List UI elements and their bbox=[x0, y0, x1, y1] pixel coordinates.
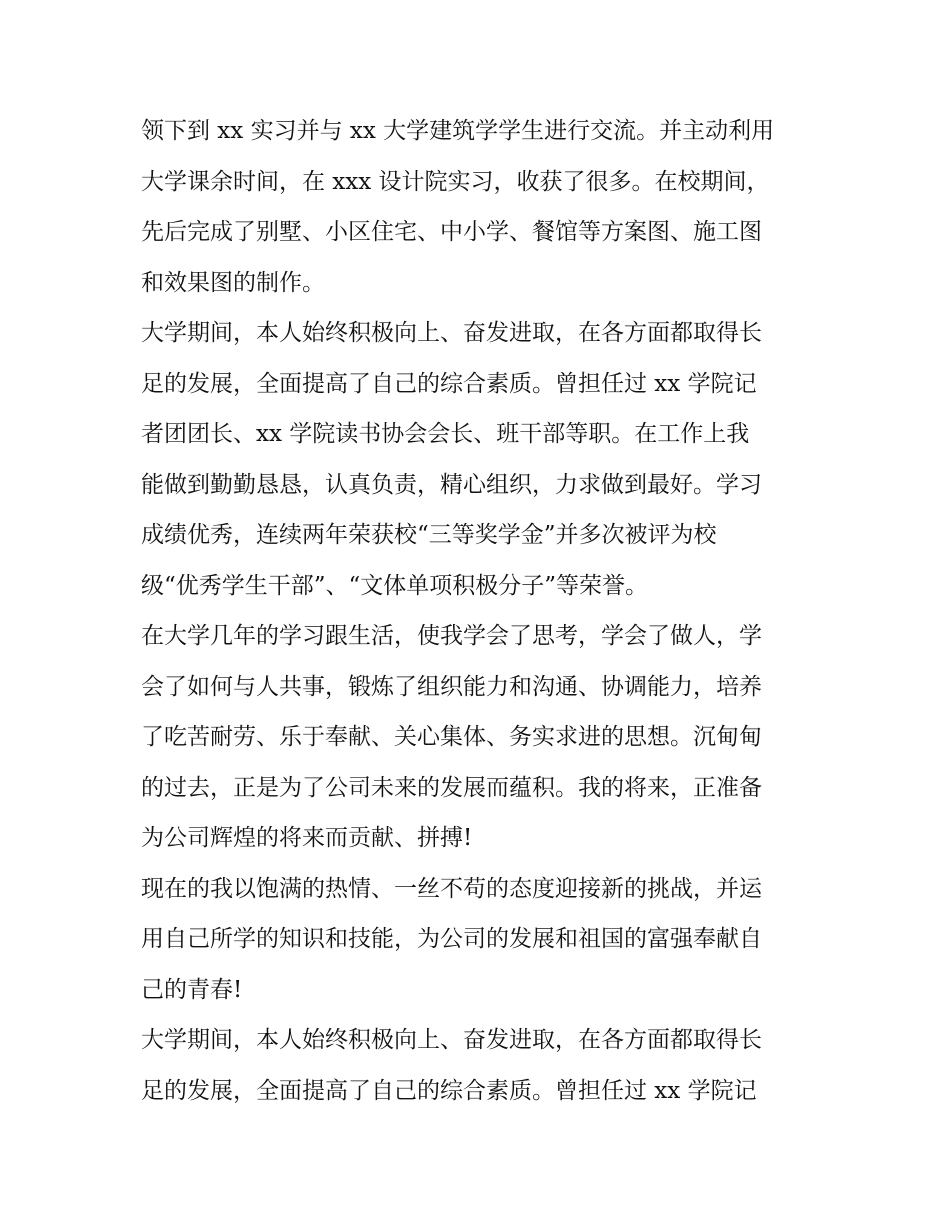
text-line: 会了如何与人共事，锻炼了组织能力和沟通、协调能力，培养 bbox=[141, 673, 762, 700]
text-line: 现在的我以饱满的热情、一丝不苟的态度迎接新的挑战，并运 bbox=[141, 875, 762, 902]
text-line: 的过去，正是为了公司未来的发展而蕴积。我的将来，正准备 bbox=[141, 774, 762, 801]
text-line: 先后完成了别墅、小区住宅、中小学、餐馆等方案图、施工图 bbox=[141, 219, 762, 245]
text-line: 大学期间，本人始终积极向上、奋发进取，在各方面都取得长 bbox=[141, 320, 762, 346]
text-line: 大学课余时间，在 xxx 设计院实习，收获了很多。在校期间， bbox=[141, 168, 770, 195]
text-line: 成绩优秀，连续两年荣获校“三等奖学金”并多次被评为校 bbox=[141, 522, 717, 548]
text-line: 为公司辉煌的将来而贡献、拼搏! bbox=[141, 825, 473, 851]
text-line: 者团团长、xx 学院读书协会会长、班干部等职。在工作上我 bbox=[141, 421, 750, 447]
text-line: 足的发展，全面提高了自己的综合素质。曾担任过 xx 学院记 bbox=[141, 370, 757, 397]
text-line: 足的发展，全面提高了自己的综合素质。曾担任过 xx 学院记 bbox=[141, 1077, 757, 1104]
text-line: 级“优秀学生干部”、“文体单项积极分子”等荣誉。 bbox=[141, 572, 649, 599]
text-line: 了吃苦耐劳、乐于奉献、关心集体、务实求进的思想。沉甸甸 bbox=[141, 724, 762, 750]
text-line: 能做到勤勤恳恳，认真负责，精心组织，力求做到最好。学习 bbox=[141, 471, 762, 498]
text-line: 大学期间，本人始终积极向上、奋发进取，在各方面都取得长 bbox=[141, 1027, 762, 1053]
text-line: 和效果图的制作。 bbox=[141, 269, 325, 296]
document-body bbox=[141, 106, 821, 1116]
text-line: 己的青春! bbox=[141, 976, 243, 1003]
text-line: 在大学几年的学习跟生活，使我学会了思考，学会了做人，学 bbox=[141, 623, 762, 649]
text-line: 领下到 xx 实习并与 xx 大学建筑学学生进行交流。并主动利用 bbox=[141, 118, 775, 144]
text-line: 用自己所学的知识和技能，为公司的发展和祖国的富强奉献自 bbox=[141, 926, 762, 952]
